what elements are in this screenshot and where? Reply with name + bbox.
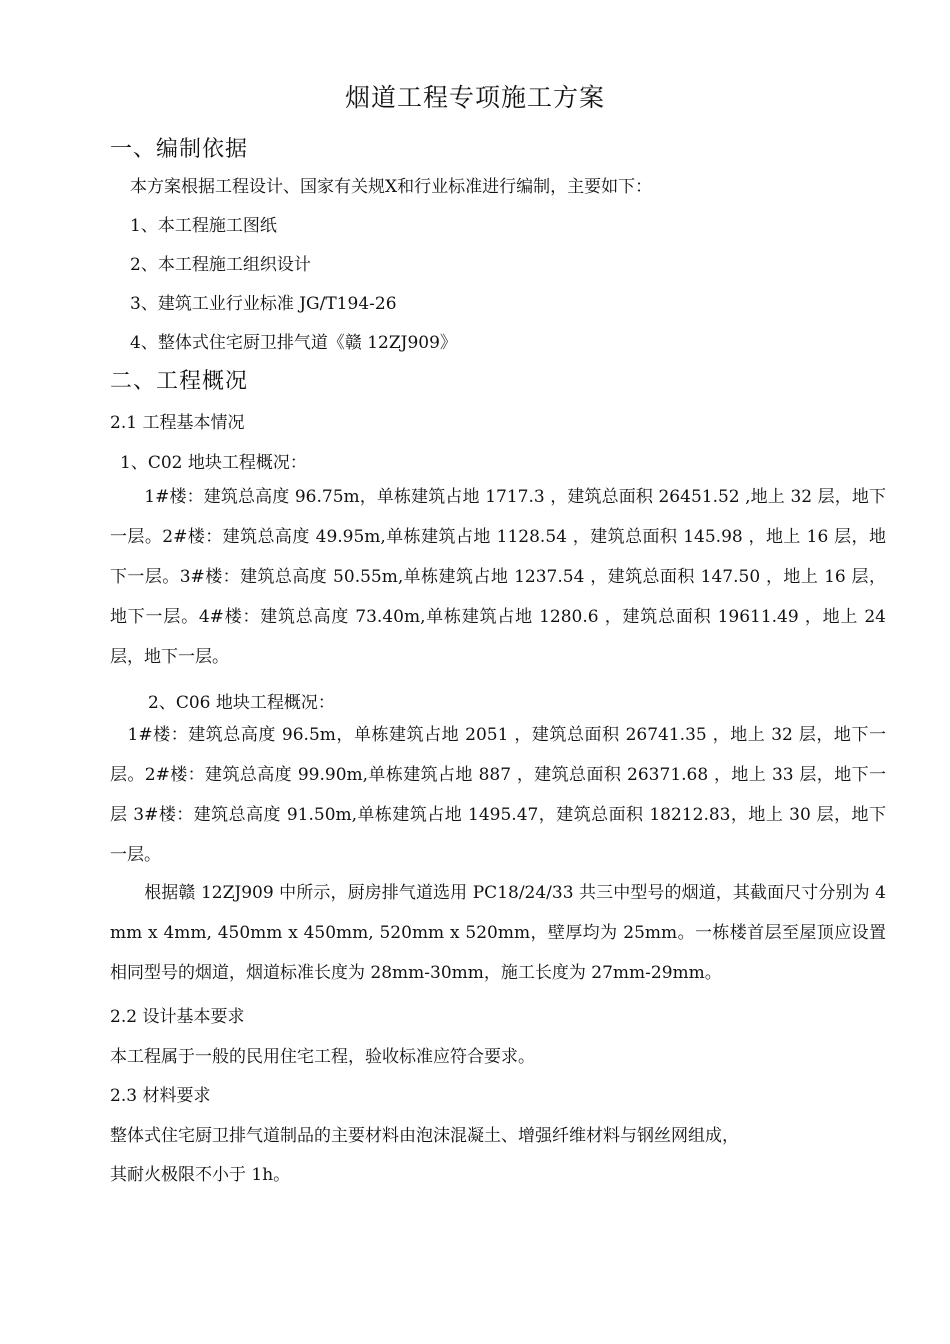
basis-item: 2、本工程施工组织设计 [130, 255, 311, 275]
c06-title: 2、C06 地块工程概况： [148, 693, 335, 713]
subsection-heading: 2.2 设计基本要求 [110, 1007, 245, 1027]
c02-paragraph: 1#楼：建筑总高度 96.75m，单栋建筑占地 1717.3 ，建筑总面积 26451.52 ,地上 32 层，地下一层。2#楼：建筑总高度 49.95m,单栋建筑占地 1128.54 ，建筑总面积 145.98 ，地上 16 层，地下一层。3#楼：建筑总高度 50.55m,单栋建筑占地 1237.54 ，建筑总面积 147.50 ，地上 16 层，地下一层。4#楼：建筑总高度 73.40m,单栋建筑占地 1280.6 ，建筑总面积 19611.49 ，地上 24 层，地下一层。 [110, 487, 886, 667]
document-title: 烟道工程专项施工方案 [344, 83, 605, 112]
basis-item: 1、本工程施工图纸 [130, 216, 277, 236]
c02-title: 1、C02 地块工程概况： [120, 453, 307, 473]
basis-item: 3、建筑工业行业标准 JG/T194-26 [130, 294, 397, 314]
section-heading-overview: 二、工程概况 [110, 369, 249, 394]
subsection-heading: 2.3 材料要求 [110, 1086, 211, 1106]
material-text: 其耐火极限不小于 1h。 [110, 1165, 291, 1185]
section-heading-basis: 一、编制依据 [110, 137, 249, 162]
subsection-heading: 2.1 工程基本情况 [110, 413, 245, 433]
material-text: 整体式住宅厨卫排气道制品的主要材料由泡沫混凝土、增强纤维材料与钢丝网组成， [110, 1126, 739, 1146]
design-requirement-text: 本工程属于一般的民用住宅工程，验收标准应符合要求。 [110, 1047, 535, 1067]
basis-intro: 本方案根据工程设计、国家有关规X和行业标准进行编制，主要如下： [130, 177, 653, 197]
basis-item: 4、整体式住宅厨卫排气道《赣 12ZJ909》 [130, 333, 457, 353]
c06-paragraph: 1#楼：建筑总高度 96.5m，单栋建筑占地 2051 ，建筑总面积 26741.35 ，地上 32 层，地下一层。2#楼：建筑总高度 99.90m,单栋建筑占地 887 ，建筑总面积 26371.68 ，地上 33 层，地下一层 3#楼：建筑总高度 91.50m,单栋建筑占地 1495.47，建筑总面积 18212.83，地上 30 层，地下一层。 [110, 725, 886, 865]
flue-paragraph: 根据赣 12ZJ909 中所示，厨房排气道选用 PC18/24/33 共三中型号的烟道，其截面尺寸分别为 4mm x 4mm, 450mm x 450mm, 520mm x 520mm，壁厚均为 25mm。一栋楼首层至屋顶应设置相同型号的烟道，烟道标准长度为 28mm-30mm，施工长度为 27mm-29mm。 [110, 883, 886, 983]
